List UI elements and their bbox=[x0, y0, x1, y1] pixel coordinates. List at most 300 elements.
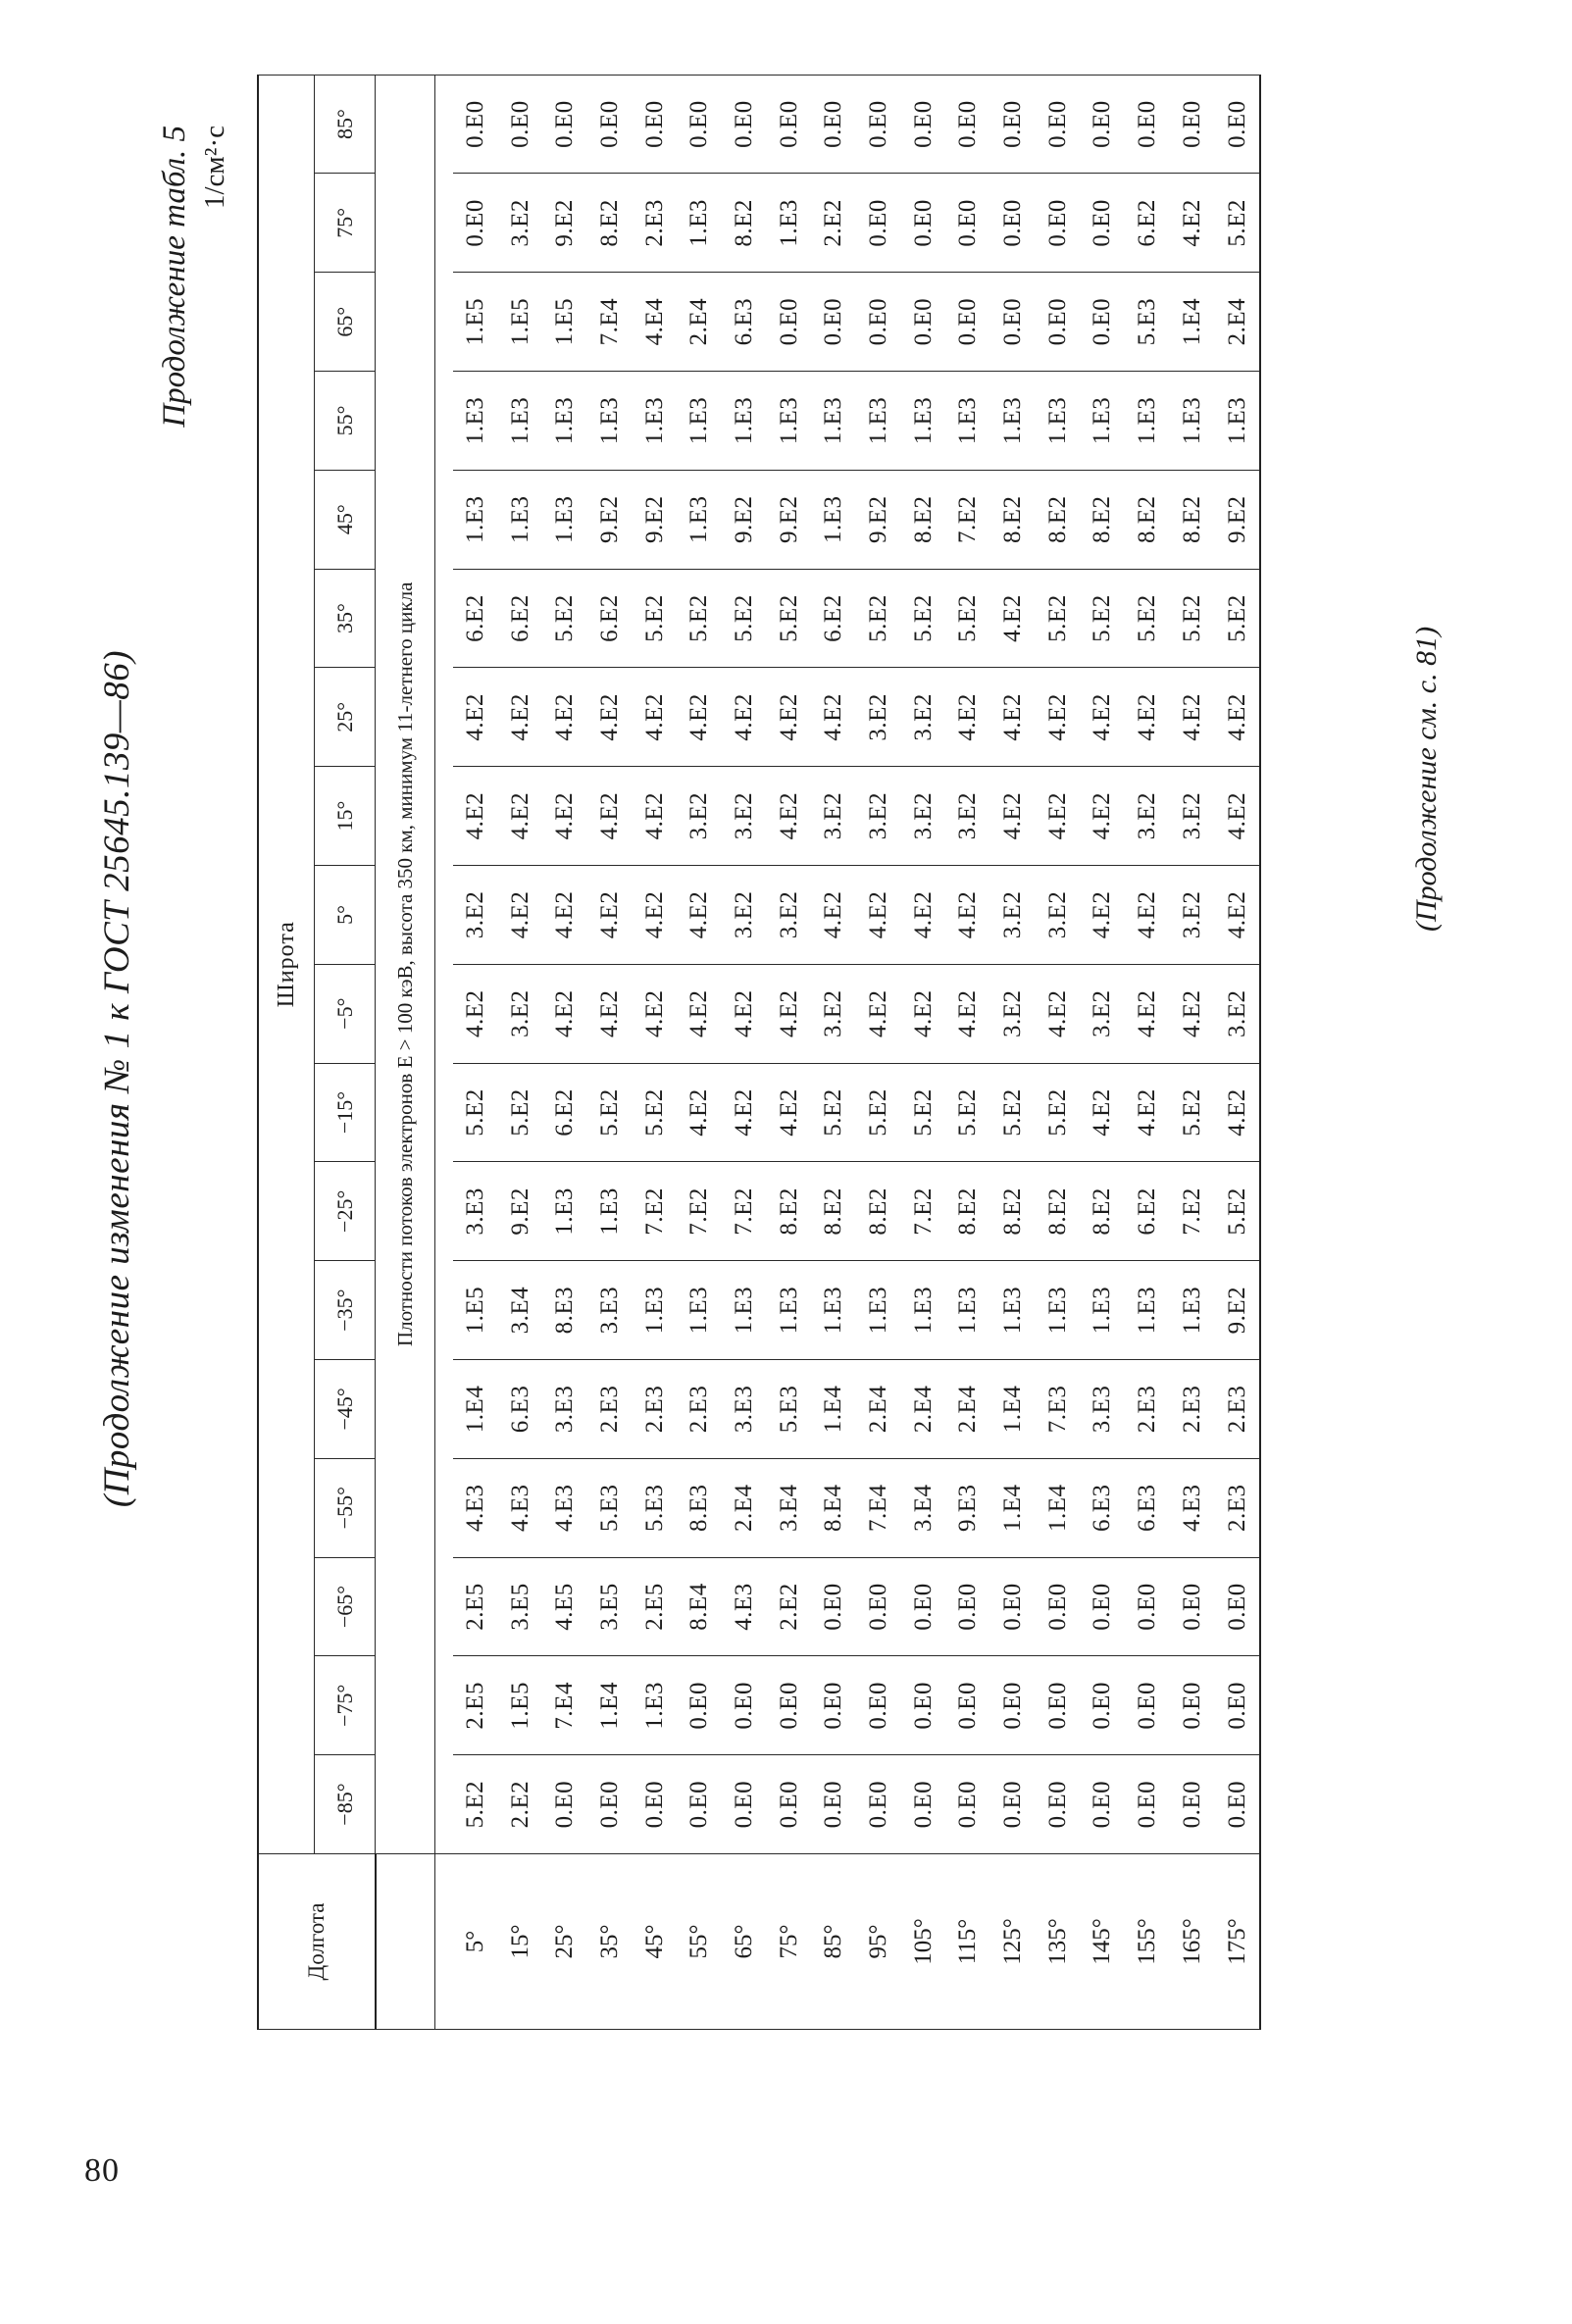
flux-value-cell: 9.E2 bbox=[632, 470, 677, 569]
flux-value-cell: 4.E2 bbox=[677, 1063, 722, 1162]
latitude-column-header: −25° bbox=[315, 1162, 376, 1261]
flux-value-cell: 1.E3 bbox=[1170, 1261, 1215, 1360]
flux-value-cell: 2.E2 bbox=[811, 174, 856, 273]
flux-value-cell: 5.E2 bbox=[856, 1063, 901, 1162]
flux-value-cell: 2.E3 bbox=[632, 174, 677, 273]
flux-value-cell: 1.E3 bbox=[632, 1656, 677, 1755]
latitude-column-header: −75° bbox=[315, 1656, 376, 1755]
flux-value-cell: 4.E2 bbox=[1125, 1063, 1170, 1162]
flux-value-cell: 5.E2 bbox=[453, 1755, 498, 1854]
flux-value-cell: 4.E2 bbox=[1125, 964, 1170, 1063]
flux-value-cell: 9.E2 bbox=[766, 470, 811, 569]
flux-value-cell: 2.E4 bbox=[945, 1360, 990, 1459]
table-row bbox=[1170, 75, 1215, 2029]
flux-value-cell: 0.E0 bbox=[900, 1557, 945, 1656]
flux-value-cell: 4.E2 bbox=[1170, 174, 1215, 273]
flux-value-cell: 1.E3 bbox=[587, 372, 633, 471]
flux-value-cell: 0.E0 bbox=[900, 1656, 945, 1755]
flux-value-cell: 9.E2 bbox=[1214, 1261, 1260, 1360]
flux-value-cell: 4.E4 bbox=[632, 273, 677, 372]
flux-value-cell: 6.E2 bbox=[453, 569, 498, 668]
flux-value-cell: 1.E3 bbox=[945, 372, 990, 471]
flux-value-cell: 0.E0 bbox=[990, 174, 1036, 273]
flux-value-cell: 1.E3 bbox=[722, 1261, 767, 1360]
table-row bbox=[677, 75, 722, 2029]
flux-value-cell: 0.E0 bbox=[945, 75, 990, 174]
flux-value-cell: 0.E0 bbox=[1170, 75, 1215, 174]
flux-value-cell: 1.E3 bbox=[900, 372, 945, 471]
header-row-group bbox=[258, 75, 315, 2029]
latitude-column-header: 55° bbox=[315, 372, 376, 471]
flux-value-cell: 4.E3 bbox=[453, 1458, 498, 1557]
flux-value-cell: 2.E4 bbox=[1214, 273, 1260, 372]
flux-value-cell: 4.E2 bbox=[1170, 964, 1215, 1063]
flux-value-cell: 2.E2 bbox=[766, 1557, 811, 1656]
flux-value-cell: 3.E2 bbox=[722, 767, 767, 866]
flux-value-cell: 0.E0 bbox=[1125, 1656, 1170, 1755]
table-row bbox=[722, 75, 767, 2029]
table-row bbox=[766, 75, 811, 2029]
flux-value-cell: 0.E0 bbox=[453, 174, 498, 273]
table-row bbox=[1080, 75, 1125, 2029]
flux-value-cell: 4.E3 bbox=[1170, 1458, 1215, 1557]
flux-value-cell: 3.E3 bbox=[542, 1360, 587, 1459]
flux-value-cell: 0.E0 bbox=[1125, 1755, 1170, 1854]
flux-value-cell: 1.E3 bbox=[945, 1261, 990, 1360]
flux-value-cell: 2.E3 bbox=[1170, 1360, 1215, 1459]
longitude-cell: 35° bbox=[587, 1854, 633, 2030]
flux-value-cell: 1.E5 bbox=[542, 273, 587, 372]
flux-value-cell: 0.E0 bbox=[990, 1656, 1036, 1755]
flux-value-cell: 0.E0 bbox=[1035, 75, 1080, 174]
flux-value-cell: 3.E2 bbox=[1080, 964, 1125, 1063]
flux-value-cell: 4.E2 bbox=[542, 866, 587, 965]
flux-value-cell: 4.E2 bbox=[1214, 668, 1260, 767]
flux-value-cell: 4.E5 bbox=[542, 1557, 587, 1656]
continuation-footer-note: (Продолжение см. с. 81) bbox=[1410, 626, 1443, 932]
flux-value-cell: 1.E3 bbox=[453, 470, 498, 569]
table-continuation-label: Продолжение табл. 5 bbox=[157, 126, 192, 428]
table-row bbox=[587, 75, 633, 2029]
flux-value-cell: 3.E2 bbox=[1170, 767, 1215, 866]
flux-value-cell: 0.E0 bbox=[542, 75, 587, 174]
flux-value-cell: 3.E2 bbox=[1125, 767, 1170, 866]
flux-value-cell: 0.E0 bbox=[811, 273, 856, 372]
flux-value-cell: 5.E2 bbox=[677, 569, 722, 668]
table-row bbox=[811, 75, 856, 2029]
latitude-column-header: 45° bbox=[315, 470, 376, 569]
longitude-cell: 145° bbox=[1080, 1854, 1125, 2030]
latitude-column-header: 25° bbox=[315, 668, 376, 767]
flux-value-cell: 1.E5 bbox=[453, 1261, 498, 1360]
flux-value-cell: 5.E3 bbox=[632, 1458, 677, 1557]
flux-value-cell: 5.E2 bbox=[1035, 1063, 1080, 1162]
flux-value-cell: 3.E2 bbox=[497, 174, 542, 273]
flux-value-cell: 7.E2 bbox=[1170, 1162, 1215, 1261]
flux-value-cell: 1.E5 bbox=[453, 273, 498, 372]
flux-value-cell: 1.E3 bbox=[766, 372, 811, 471]
flux-value-cell: 8.E2 bbox=[990, 470, 1036, 569]
longitude-cell: 175° bbox=[1214, 1854, 1260, 2030]
flux-value-cell: 0.E0 bbox=[677, 1656, 722, 1755]
flux-value-cell: 4.E2 bbox=[453, 668, 498, 767]
latitude-column-header: −5° bbox=[315, 964, 376, 1063]
flux-value-cell: 3.E2 bbox=[766, 866, 811, 965]
flux-value-cell: 8.E2 bbox=[1080, 470, 1125, 569]
flux-value-cell: 6.E2 bbox=[1125, 174, 1170, 273]
flux-value-cell: 4.E2 bbox=[1080, 866, 1125, 965]
longitude-cell: 25° bbox=[542, 1854, 587, 2030]
flux-value-cell: 1.E3 bbox=[811, 372, 856, 471]
flux-value-cell: 1.E3 bbox=[677, 1261, 722, 1360]
flux-value-cell: 8.E2 bbox=[1170, 470, 1215, 569]
flux-value-cell: 4.E2 bbox=[1125, 866, 1170, 965]
latitude-column-header: −55° bbox=[315, 1458, 376, 1557]
flux-value-cell: 9.E2 bbox=[722, 470, 767, 569]
flux-value-cell: 0.E0 bbox=[677, 1755, 722, 1854]
flux-value-cell: 1.E3 bbox=[497, 372, 542, 471]
flux-value-cell: 5.E3 bbox=[587, 1458, 633, 1557]
flux-value-cell: 4.E2 bbox=[677, 964, 722, 1063]
flux-value-cell: 4.E2 bbox=[1080, 1063, 1125, 1162]
flux-value-cell: 8.E3 bbox=[677, 1458, 722, 1557]
flux-value-cell: 3.E2 bbox=[811, 964, 856, 1063]
flux-value-cell: 4.E2 bbox=[632, 767, 677, 866]
flux-value-cell: 4.E2 bbox=[497, 767, 542, 866]
longitude-cell: 135° bbox=[1035, 1854, 1080, 2030]
flux-value-cell: 3.E4 bbox=[497, 1261, 542, 1360]
flux-value-cell: 3.E4 bbox=[766, 1458, 811, 1557]
flux-value-cell: 3.E2 bbox=[900, 767, 945, 866]
latitude-column-header: 65° bbox=[315, 273, 376, 372]
flux-value-cell: 2.E2 bbox=[497, 1755, 542, 1854]
longitude-cell: 125° bbox=[990, 1854, 1036, 2030]
flux-value-cell: 0.E0 bbox=[1170, 1755, 1215, 1854]
table-row bbox=[900, 75, 945, 2029]
flux-value-cell: 8.E2 bbox=[587, 174, 633, 273]
flux-value-cell: 3.E2 bbox=[722, 866, 767, 965]
flux-value-cell: 6.E3 bbox=[1125, 1458, 1170, 1557]
flux-value-cell: 4.E2 bbox=[453, 964, 498, 1063]
flux-value-cell: 0.E0 bbox=[1170, 1656, 1215, 1755]
table-row bbox=[1035, 75, 1080, 2029]
flux-value-cell: 3.E2 bbox=[856, 668, 901, 767]
flux-value-cell: 0.E0 bbox=[1035, 1656, 1080, 1755]
flux-value-cell: 1.E3 bbox=[587, 1162, 633, 1261]
flux-value-cell: 1.E3 bbox=[856, 1261, 901, 1360]
flux-value-cell: 0.E0 bbox=[856, 1656, 901, 1755]
flux-value-cell: 4.E2 bbox=[453, 767, 498, 866]
flux-value-cell: 0.E0 bbox=[856, 273, 901, 372]
flux-value-cell: 1.E3 bbox=[811, 470, 856, 569]
table-row bbox=[632, 75, 677, 2029]
flux-value-cell: 4.E2 bbox=[497, 866, 542, 965]
flux-value-cell: 1.E3 bbox=[990, 372, 1036, 471]
latitude-column-header: 15° bbox=[315, 767, 376, 866]
flux-value-cell: 1.E3 bbox=[677, 470, 722, 569]
flux-value-cell: 0.E0 bbox=[1170, 1557, 1215, 1656]
flux-value-cell: 2.E4 bbox=[900, 1360, 945, 1459]
flux-value-cell: 4.E2 bbox=[945, 668, 990, 767]
flux-value-cell: 9.E3 bbox=[945, 1458, 990, 1557]
flux-value-cell: 8.E2 bbox=[722, 174, 767, 273]
longitude-cell: 95° bbox=[856, 1854, 901, 2030]
flux-value-cell: 5.E2 bbox=[766, 569, 811, 668]
longitude-cell: 75° bbox=[766, 1854, 811, 2030]
flux-value-cell: 2.E3 bbox=[1125, 1360, 1170, 1459]
longitude-cell: 55° bbox=[677, 1854, 722, 2030]
flux-value-cell: 5.E2 bbox=[497, 1063, 542, 1162]
flux-value-cell: 5.E2 bbox=[945, 1063, 990, 1162]
flux-value-cell: 2.E4 bbox=[677, 273, 722, 372]
flux-value-cell: 1.E5 bbox=[497, 1656, 542, 1755]
table-caption: Плотности потоков электронов E > 100 кэВ, высота 350 км, минимум 11-летнего цикла bbox=[376, 75, 435, 1853]
flux-value-cell: 3.E2 bbox=[990, 866, 1036, 965]
flux-value-cell: 8.E3 bbox=[542, 1261, 587, 1360]
flux-value-cell: 5.E2 bbox=[632, 1063, 677, 1162]
flux-value-cell: 4.E2 bbox=[497, 668, 542, 767]
flux-value-cell: 4.E2 bbox=[1214, 866, 1260, 965]
flux-value-cell: 5.E2 bbox=[1035, 569, 1080, 668]
flux-value-cell: 1.E4 bbox=[990, 1458, 1036, 1557]
flux-value-cell: 6.E2 bbox=[811, 569, 856, 668]
flux-value-cell: 0.E0 bbox=[945, 273, 990, 372]
flux-value-cell: 0.E0 bbox=[811, 1755, 856, 1854]
flux-value-cell: 0.E0 bbox=[811, 1656, 856, 1755]
flux-value-cell: 2.E5 bbox=[632, 1557, 677, 1656]
flux-value-cell: 1.E3 bbox=[632, 1261, 677, 1360]
longitude-cell: 165° bbox=[1170, 1854, 1215, 2030]
flux-value-cell: 3.E4 bbox=[900, 1458, 945, 1557]
flux-value-cell: 7.E4 bbox=[542, 1656, 587, 1755]
flux-value-cell: 5.E3 bbox=[766, 1360, 811, 1459]
flux-value-cell: 0.E0 bbox=[722, 1656, 767, 1755]
caption-left-cell bbox=[376, 1854, 435, 2030]
flux-value-cell: 3.E2 bbox=[677, 767, 722, 866]
table-row bbox=[1214, 75, 1260, 2029]
flux-value-cell: 4.E2 bbox=[1035, 964, 1080, 1063]
flux-value-cell: 2.E3 bbox=[677, 1360, 722, 1459]
flux-value-cell: 4.E2 bbox=[632, 668, 677, 767]
flux-value-cell: 6.E2 bbox=[587, 569, 633, 668]
spacer-cell bbox=[435, 1854, 453, 2030]
flux-value-cell: 1.E3 bbox=[900, 1261, 945, 1360]
flux-value-cell: 0.E0 bbox=[1080, 1656, 1125, 1755]
flux-value-cell: 0.E0 bbox=[811, 75, 856, 174]
flux-value-cell: 1.E3 bbox=[766, 174, 811, 273]
table-row bbox=[1125, 75, 1170, 2029]
latitude-header: Широта bbox=[258, 75, 315, 1853]
flux-value-cell: 3.E3 bbox=[453, 1162, 498, 1261]
flux-value-cell: 0.E0 bbox=[811, 1557, 856, 1656]
flux-value-cell: 1.E4 bbox=[990, 1360, 1036, 1459]
flux-value-cell: 7.E3 bbox=[1035, 1360, 1080, 1459]
flux-value-cell: 0.E0 bbox=[1035, 174, 1080, 273]
flux-value-cell: 4.E2 bbox=[856, 964, 901, 1063]
flux-value-cell: 4.E2 bbox=[677, 866, 722, 965]
table-row bbox=[497, 75, 542, 2029]
flux-value-cell: 2.E5 bbox=[453, 1656, 498, 1755]
flux-value-cell: 4.E2 bbox=[766, 767, 811, 866]
flux-value-cell: 4.E2 bbox=[1035, 767, 1080, 866]
flux-value-cell: 1.E3 bbox=[1125, 372, 1170, 471]
longitude-cell: 65° bbox=[722, 1854, 767, 2030]
flux-value-cell: 0.E0 bbox=[945, 1656, 990, 1755]
flux-value-cell: 8.E2 bbox=[1125, 470, 1170, 569]
flux-value-cell: 4.E2 bbox=[722, 668, 767, 767]
flux-value-cell: 5.E2 bbox=[1080, 569, 1125, 668]
flux-value-cell: 4.E2 bbox=[811, 668, 856, 767]
flux-value-cell: 5.E2 bbox=[900, 1063, 945, 1162]
running-header: (Продолжение изменения № 1 к ГОСТ 25645.139—86) bbox=[97, 649, 137, 1508]
flux-value-cell: 0.E0 bbox=[1080, 1557, 1125, 1656]
flux-value-cell: 1.E4 bbox=[587, 1656, 633, 1755]
flux-value-cell: 6.E2 bbox=[1125, 1162, 1170, 1261]
latitude-column-header: −45° bbox=[315, 1360, 376, 1459]
flux-value-cell: 3.E5 bbox=[497, 1557, 542, 1656]
flux-value-cell: 7.E2 bbox=[677, 1162, 722, 1261]
flux-value-cell: 4.E2 bbox=[587, 767, 633, 866]
flux-value-cell: 5.E2 bbox=[900, 569, 945, 668]
flux-value-cell: 1.E3 bbox=[1170, 372, 1215, 471]
flux-value-cell: 0.E0 bbox=[722, 75, 767, 174]
longitude-cell: 5° bbox=[453, 1854, 498, 2030]
flux-value-cell: 0.E0 bbox=[1080, 273, 1125, 372]
table-head bbox=[258, 75, 376, 2029]
flux-value-cell: 0.E0 bbox=[587, 75, 633, 174]
flux-value-cell: 6.E3 bbox=[722, 273, 767, 372]
flux-value-cell: 2.E5 bbox=[453, 1557, 498, 1656]
flux-value-cell: 0.E0 bbox=[900, 174, 945, 273]
flux-value-cell: 5.E2 bbox=[722, 569, 767, 668]
longitude-cell: 155° bbox=[1125, 1854, 1170, 2030]
flux-value-cell: 0.E0 bbox=[945, 1557, 990, 1656]
flux-value-cell: 0.E0 bbox=[990, 75, 1036, 174]
flux-value-cell: 4.E3 bbox=[542, 1458, 587, 1557]
longitude-cell: 45° bbox=[632, 1854, 677, 2030]
table-body bbox=[376, 75, 1260, 2029]
flux-value-cell: 6.E2 bbox=[542, 1063, 587, 1162]
flux-value-cell: 0.E0 bbox=[1080, 174, 1125, 273]
unit-label: 1/см²·с bbox=[199, 126, 230, 210]
flux-value-cell: 4.E2 bbox=[722, 1063, 767, 1162]
flux-value-cell: 4.E2 bbox=[542, 668, 587, 767]
longitude-cell: 15° bbox=[497, 1854, 542, 2030]
flux-value-cell: 4.E2 bbox=[900, 964, 945, 1063]
flux-value-cell: 4.E2 bbox=[900, 866, 945, 965]
flux-value-cell: 4.E2 bbox=[766, 668, 811, 767]
flux-value-cell: 8.E2 bbox=[1080, 1162, 1125, 1261]
flux-value-cell: 0.E0 bbox=[766, 75, 811, 174]
latitude-column-header: −15° bbox=[315, 1063, 376, 1162]
flux-value-cell: 0.E0 bbox=[900, 273, 945, 372]
flux-value-cell: 1.E3 bbox=[856, 372, 901, 471]
flux-value-cell: 4.E2 bbox=[632, 866, 677, 965]
flux-value-cell: 5.E2 bbox=[1170, 569, 1215, 668]
flux-value-cell: 1.E3 bbox=[1035, 1261, 1080, 1360]
flux-value-cell: 1.E4 bbox=[1035, 1458, 1080, 1557]
flux-value-cell: 4.E2 bbox=[677, 668, 722, 767]
flux-value-cell: 5.E2 bbox=[632, 569, 677, 668]
flux-value-cell: 0.E0 bbox=[766, 273, 811, 372]
flux-value-cell: 8.E2 bbox=[990, 1162, 1036, 1261]
flux-value-cell: 0.E0 bbox=[1214, 1656, 1260, 1755]
longitude-cell: 115° bbox=[945, 1854, 990, 2030]
latitude-column-header: 35° bbox=[315, 569, 376, 668]
flux-value-cell: 3.E2 bbox=[990, 964, 1036, 1063]
flux-value-cell: 0.E0 bbox=[1214, 1755, 1260, 1854]
flux-value-cell: 1.E3 bbox=[1035, 372, 1080, 471]
flux-value-cell: 1.E3 bbox=[497, 470, 542, 569]
flux-value-cell: 1.E3 bbox=[1080, 1261, 1125, 1360]
flux-value-cell: 0.E0 bbox=[1080, 75, 1125, 174]
flux-value-cell: 5.E2 bbox=[990, 1063, 1036, 1162]
flux-value-cell: 0.E0 bbox=[900, 75, 945, 174]
table-row bbox=[542, 75, 587, 2029]
flux-value-cell: 7.E2 bbox=[722, 1162, 767, 1261]
flux-value-cell: 1.E3 bbox=[632, 372, 677, 471]
flux-value-cell: 4.E3 bbox=[497, 1458, 542, 1557]
flux-value-cell: 7.E4 bbox=[587, 273, 633, 372]
flux-value-cell: 0.E0 bbox=[945, 174, 990, 273]
flux-value-cell: 2.E3 bbox=[587, 1360, 633, 1459]
flux-value-cell: 1.E4 bbox=[1170, 273, 1215, 372]
flux-value-cell: 3.E2 bbox=[856, 767, 901, 866]
flux-value-cell: 5.E2 bbox=[856, 569, 901, 668]
flux-value-cell: 0.E0 bbox=[542, 1755, 587, 1854]
flux-value-cell: 0.E0 bbox=[1214, 1557, 1260, 1656]
flux-value-cell: 5.E2 bbox=[1214, 569, 1260, 668]
latitude-column-header: −65° bbox=[315, 1557, 376, 1656]
flux-value-cell: 8.E2 bbox=[945, 1162, 990, 1261]
flux-value-cell: 1.E3 bbox=[542, 1162, 587, 1261]
flux-value-cell: 0.E0 bbox=[453, 75, 498, 174]
flux-value-cell: 1.E3 bbox=[1080, 372, 1125, 471]
flux-value-cell: 3.E2 bbox=[945, 767, 990, 866]
flux-value-cell: 4.E2 bbox=[1035, 668, 1080, 767]
flux-value-cell: 1.E3 bbox=[811, 1261, 856, 1360]
flux-value-cell: 1.E3 bbox=[542, 470, 587, 569]
table-row bbox=[453, 75, 498, 2029]
flux-value-cell: 8.E2 bbox=[856, 1162, 901, 1261]
flux-value-cell: 3.E5 bbox=[587, 1557, 633, 1656]
flux-value-cell: 3.E2 bbox=[1035, 866, 1080, 965]
flux-value-cell: 5.E2 bbox=[1214, 174, 1260, 273]
flux-value-cell: 2.E4 bbox=[722, 1458, 767, 1557]
latitude-column-header: 5° bbox=[315, 866, 376, 965]
flux-value-cell: 5.E2 bbox=[1125, 569, 1170, 668]
flux-value-cell: 4.E2 bbox=[1214, 1063, 1260, 1162]
flux-value-cell: 9.E2 bbox=[1214, 470, 1260, 569]
flux-value-cell: 0.E0 bbox=[990, 1755, 1036, 1854]
flux-value-cell: 4.E2 bbox=[1125, 668, 1170, 767]
flux-value-cell: 0.E0 bbox=[856, 174, 901, 273]
flux-value-cell: 8.E2 bbox=[1035, 1162, 1080, 1261]
flux-value-cell: 3.E2 bbox=[497, 964, 542, 1063]
flux-value-cell: 4.E2 bbox=[990, 668, 1036, 767]
flux-value-cell: 5.E2 bbox=[1214, 1162, 1260, 1261]
flux-value-cell: 8.E4 bbox=[811, 1458, 856, 1557]
flux-value-cell: 4.E3 bbox=[722, 1557, 767, 1656]
flux-value-cell: 4.E2 bbox=[1214, 767, 1260, 866]
flux-value-cell: 8.E2 bbox=[766, 1162, 811, 1261]
flux-value-cell: 9.E2 bbox=[542, 174, 587, 273]
table-row bbox=[945, 75, 990, 2029]
latitude-column-header: 75° bbox=[315, 174, 376, 273]
longitude-cell: 85° bbox=[811, 1854, 856, 2030]
flux-value-cell: 0.E0 bbox=[632, 75, 677, 174]
flux-value-cell: 1.E3 bbox=[766, 1261, 811, 1360]
